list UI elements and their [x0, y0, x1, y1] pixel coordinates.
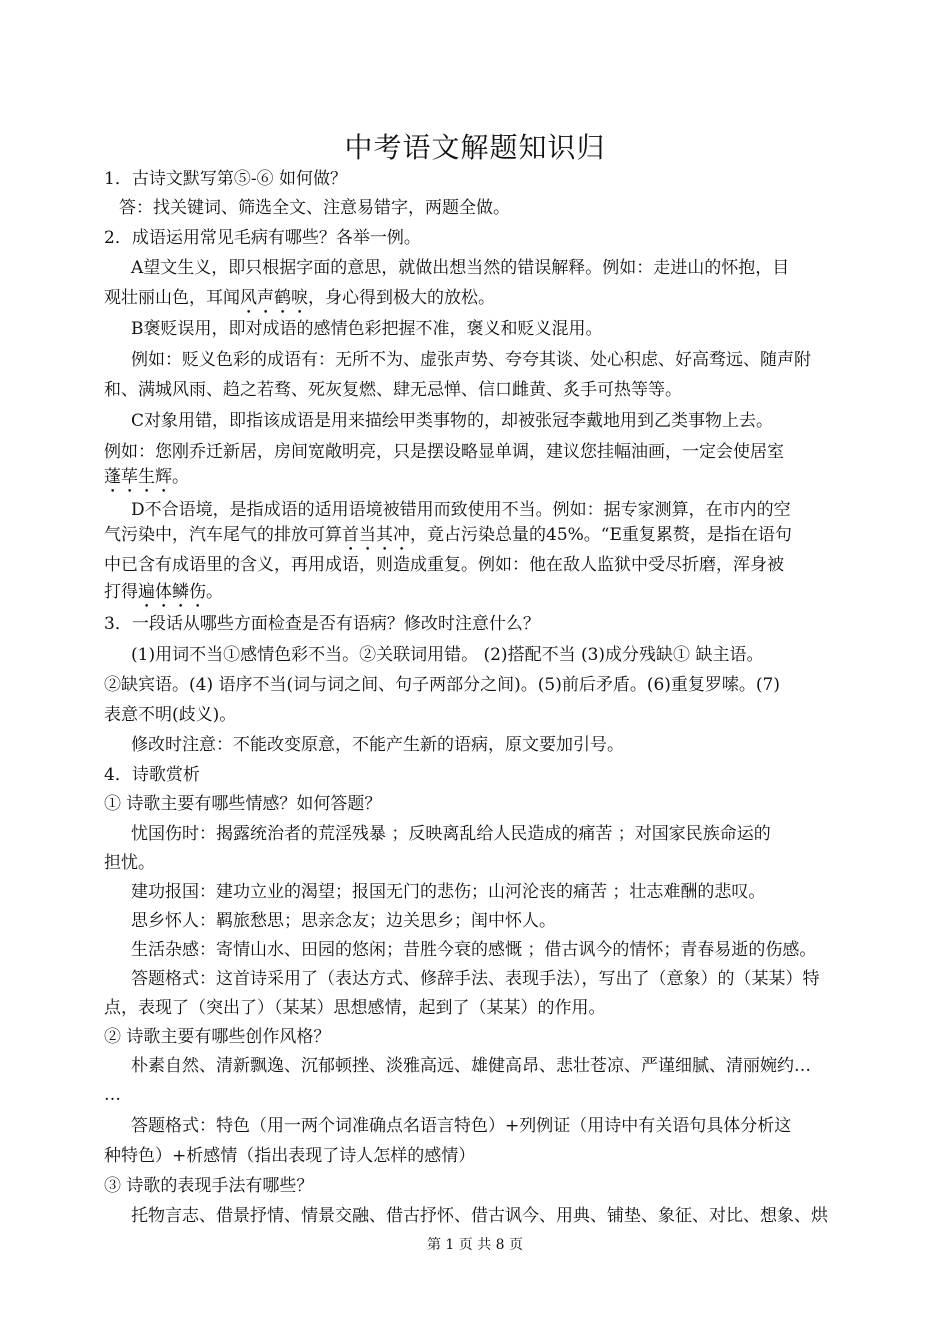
subheading: ② 诗歌主要有哪些创作风格？ — [104, 1027, 331, 1047]
body-line: A望文生义，即只根据字面的意思，就做出想当然的错误解释。例如：走进山的怀抱，目 — [131, 258, 790, 278]
body-line: 生活杂感：寄情山水、田园的悠闲；昔胜今衰的感慨 ；借古讽今的情怀；青春易逝的伤感。 — [131, 940, 817, 960]
body-line: 答题格式：特色（用一两个词准确点名语言特色）+列例证（用诗中有关语句具体分析这 — [131, 1116, 792, 1136]
body-line: 修改时注意：不能改变原意，不能产生新的语病，原文要加引号。 — [131, 735, 624, 755]
body-line: 答题格式：这首诗采用了（表达方式、修辞手法、表现手法），写出了（意象）的（某某）特 — [131, 969, 820, 989]
page-footer: 第 1 页 共 8 页 — [426, 1237, 524, 1253]
body-line: 托物言志、借景抒情、情景交融、借古抒怀、借古讽今、用典、铺垫、象征、对比、想象、烘 — [131, 1206, 828, 1226]
subheading: ① 诗歌主要有哪些情感？如何答题？ — [104, 794, 382, 814]
body-line: 建功报国：建功立业的渴望；报国无门的悲伤；山河沦丧的痛苦 ；壮志难酬的悲叹。 — [131, 882, 766, 902]
body-line: 打得遍体鳞伤。 — [104, 582, 223, 602]
body-line: 例如：贬义色彩的成语有：无所不为、虚张声势、夸夸其谈、处心积虑、好高骛远、随声附 — [131, 350, 811, 370]
body-line: 表意不明(歧义)。 — [104, 705, 237, 725]
emphasized-idiom: 蓬荜生辉 — [104, 467, 172, 487]
body-line: 朴素自然、清新飘逸、沉郁顿挫、淡雅高远、雄健高昂、悲壮苍凉、严谨细腻、清丽婉约… — [131, 1056, 811, 1076]
body-line: 例如：您刚乔迁新居，房间宽敞明亮，只是摆设略显单调，建议您挂幅油画，一定会使居室 — [104, 442, 784, 462]
body-line: 和、满城风雨、趋之若骛、死灰复燃、肆无忌惮、信口雌黄、炙手可热等等。 — [104, 380, 682, 400]
answer-line: 答：找关键词、筛选全文、注意易错字，两题全做。 — [119, 198, 510, 218]
heading-q4: 4．诗歌赏析 — [104, 765, 200, 785]
page-title: 中考语文解题知识归 — [344, 131, 606, 164]
body-line: C对象用错，即指该成语是用来描绘甲类事物的，却被张冠李戴地用到乙类事物上去。 — [131, 411, 774, 431]
body-line: 思乡怀人：羁旅愁思；思亲念友；边关思乡；闺中怀人。 — [131, 911, 556, 931]
body-line: B褒贬误用，即对成语的感情色彩把握不准，褒义和贬义混用。 — [131, 319, 603, 339]
body-line: 观壮丽山色，耳闻风声鹤唳，身心得到极大的放松。 — [104, 288, 495, 308]
heading-q1: 1．古诗文默写第⑤-⑥ 如何做？ — [104, 169, 347, 189]
emphasized-idiom: 遍体鳞伤 — [138, 582, 206, 602]
body-line: 中已含有成语里的含义，再用成语，则造成重复。例如：他在敌人监狱中受尽折磨，浑身被 — [104, 555, 784, 575]
subheading: ③ 诗歌的表现手法有哪些？ — [104, 1176, 314, 1196]
body-line: 种特色）+析感情（指出表现了诗人怎样的感情） — [104, 1146, 476, 1166]
body-line: … — [104, 1085, 121, 1105]
heading-q3: 3．一段话从哪些方面检查是否有语病？修改时注意什么？ — [104, 614, 540, 634]
body-line: 担忧。 — [104, 853, 155, 873]
body-line: (1)用词不当①感情色彩不当。②关联词用错。 (2)搭配不当 (3)成分残缺① 缺主语。 — [131, 645, 764, 665]
body-line: ②缺宾语。(4) 语序不当(词与词之间、句子两部分之间)。(5)前后矛盾。(6)重复罗嗦。(7) — [104, 675, 780, 695]
body-line: 气污染中，汽车尾气的排放可算首当其冲，竟占污染总量的45%。“E重复累赘，是指在语句 — [104, 525, 792, 545]
body-line: 蓬荜生辉。 — [104, 467, 189, 487]
body-line: 点，表现了（突出了）（某某）思想感情，起到了（某某）的作用。 — [104, 998, 606, 1018]
heading-q2: 2．成语运用常见毛病有哪些？各举一例。 — [104, 228, 421, 248]
body-line: 忧国伤时：揭露统治者的荒淫残暴 ；反映离乱给人民造成的痛苦 ；对国家民族命运的 — [131, 824, 771, 844]
body-line: D不合语境，是指成语的适用语境被错用而致使用不当。例如：据专家测算，在市内的空 — [131, 500, 791, 520]
emphasized-idiom: 首当其冲 — [342, 525, 410, 545]
emphasized-idiom: 风声鹤唳 — [240, 288, 308, 308]
